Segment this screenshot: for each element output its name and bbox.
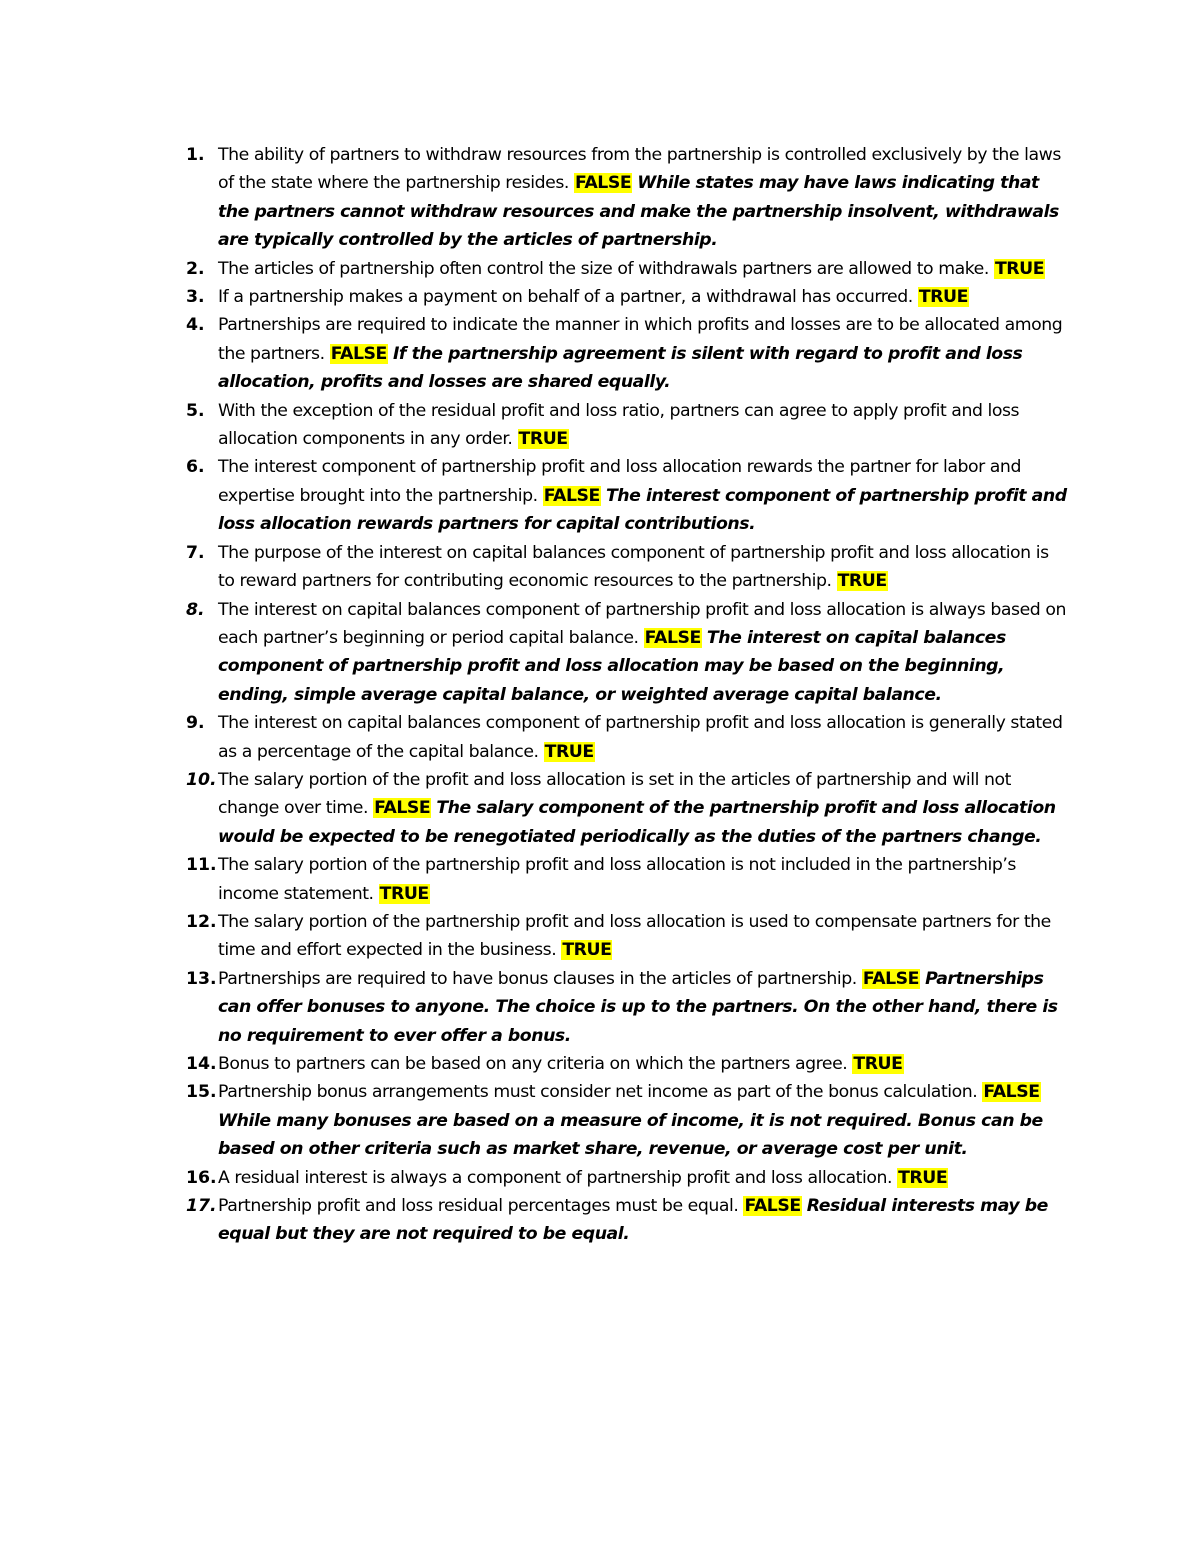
answer-explanation: Partnerships can offer bonuses to anyone. The choice is up to the partners. On the other hand, there is no requirement to ever offer a bonus. <box>218 968 1058 1046</box>
answer-explanation: While many bonuses are based on a measure of income, it is not required. Bonus can be based on other criteria such as market share, revenue, or average cost per unit. <box>218 1110 1043 1160</box>
answer-highlight: TRUE <box>379 883 429 904</box>
question-number: 5. <box>186 400 205 421</box>
question-item <box>180 453 1070 538</box>
question-number: 6. <box>186 457 205 478</box>
question-number: 10. <box>186 769 217 790</box>
answer-highlight: TRUE <box>518 429 568 450</box>
question-statement: Partnerships are required to have bonus clauses in the articles of partnership. <box>218 968 857 989</box>
question-statement: The salary portion of the profit and loss allocation is set in the articles of partnership and will not change over time. <box>218 769 1011 819</box>
question-number: 1. <box>186 145 205 165</box>
question-item <box>180 766 1070 851</box>
answer-highlight: FALSE <box>374 798 431 819</box>
question-statement: The salary portion of the partnership profit and loss allocation is not included in the partnership’s income statement. <box>218 855 1016 904</box>
question-item <box>180 311 1070 396</box>
question-number: 12. <box>186 911 217 932</box>
answer-highlight: TRUE <box>562 940 612 961</box>
question-statement: With the exception of the residual profit and loss ratio, partners can agree to apply profit and loss allocation components in any order. <box>218 400 1020 450</box>
question-statement: The ability of partners to withdraw resources from the partnership is controlled exclusively by the laws of the state where the partnership resides. <box>218 145 1061 194</box>
question-statement: Partnership bonus arrangements must consider net income as part of the bonus calculation. <box>218 1082 978 1103</box>
answer-highlight: TRUE <box>994 258 1045 279</box>
question-number: 3. <box>186 287 205 308</box>
question-statement: Partnerships are required to indicate the manner in which profits and losses are to be allocated among the partners. <box>218 315 1063 364</box>
question-number: 4. <box>186 315 205 336</box>
question-number: 9. <box>186 713 205 734</box>
question-item <box>180 1192 1070 1249</box>
question-statement: Bonus to partners can be based on any criteria on which the partners agree. <box>218 1054 848 1074</box>
question-number: 15. <box>186 1082 217 1103</box>
answer-highlight: TRUE <box>837 571 887 592</box>
question-item <box>180 1078 1070 1163</box>
question-statement: Partnership profit and loss residual percentages must be equal. <box>218 1196 739 1217</box>
question-number: 11. <box>186 855 217 876</box>
answer-highlight: TRUE <box>898 1167 948 1188</box>
answer-explanation: The salary component of the partnership profit and loss allocation would be expected to be renegotiated periodically as the duties of the partners change. <box>218 798 1056 847</box>
answer-highlight: FALSE <box>575 173 632 194</box>
answer-explanation: While states may have laws indicating that the partners cannot withdraw resources and make the partnership insolvent, withdrawals are typically controlled by the articles of partnership. <box>218 173 1059 251</box>
question-item <box>180 539 1070 596</box>
answer-highlight: TRUE <box>853 1054 903 1074</box>
answer-explanation: The interest component of partnership profit and loss allocation rewards partners for capital contributions. <box>218 485 1067 535</box>
question-number: 13. <box>186 968 217 989</box>
question-item <box>180 397 1070 454</box>
question-statement: The interest on capital balances component of partnership profit and loss allocation is always based on each partner’s beginning or period capital balance. <box>218 599 1066 648</box>
question-item <box>180 1164 1070 1192</box>
answer-highlight: FALSE <box>862 968 920 989</box>
question-statement: If a partnership makes a payment on behalf of a partner, a withdrawal has occurred. <box>218 287 913 308</box>
question-item <box>180 1050 1070 1078</box>
question-statement: A residual interest is always a component of partnership profit and loss allocation. <box>218 1167 893 1188</box>
question-item <box>180 255 1070 283</box>
question-number: 8. <box>186 599 205 620</box>
question-item <box>180 283 1070 311</box>
answer-explanation: Residual interests may be equal but they are not required to be equal. <box>218 1196 1048 1245</box>
question-item <box>180 851 1070 908</box>
question-number: 17. <box>186 1196 217 1217</box>
answer-explanation: If the partnership agreement is silent with regard to profit and loss allocation, profits and losses are shared equally. <box>218 343 1023 393</box>
answer-highlight: FALSE <box>543 485 600 506</box>
question-statement: The purpose of the interest on capital balances component of partnership profit and loss allocation is to reward partners for contributing economic resources to the partnership. <box>218 542 1049 592</box>
question-number: 14. <box>186 1054 217 1074</box>
question-item <box>180 596 1070 710</box>
answer-highlight: FALSE <box>744 1196 801 1217</box>
question-list <box>180 141 1070 1249</box>
answer-highlight: FALSE <box>330 343 387 364</box>
answer-highlight: FALSE <box>644 627 701 648</box>
question-statement: The salary portion of the partnership profit and loss allocation is used to compensate partners for the time and effort expected in the business. <box>218 911 1051 961</box>
question-statement: The interest on capital balances component of partnership profit and loss allocation is generally stated as a percentage of the capital balance. <box>218 713 1063 762</box>
question-item <box>180 141 1070 255</box>
question-number: 7. <box>186 542 205 563</box>
answer-highlight: TRUE <box>544 741 594 762</box>
question-number: 16. <box>186 1167 217 1188</box>
answer-highlight: TRUE <box>918 287 968 308</box>
answer-highlight: FALSE <box>983 1082 1040 1103</box>
question-item <box>180 709 1070 766</box>
question-statement: The articles of partnership often control the size of withdrawals partners are allowed to make. <box>218 258 989 279</box>
question-item <box>180 965 1070 1050</box>
question-statement: The interest component of partnership profit and loss allocation rewards the partner for labor and expertise brought into the partnership. <box>218 457 1021 506</box>
question-number: 2. <box>186 258 205 279</box>
question-item <box>180 908 1070 965</box>
answer-explanation: The interest on capital balances component of partnership profit and loss allocation may be based on the beginning, ending, simple average capital balance, or weighted average capital balance. <box>218 627 1006 705</box>
